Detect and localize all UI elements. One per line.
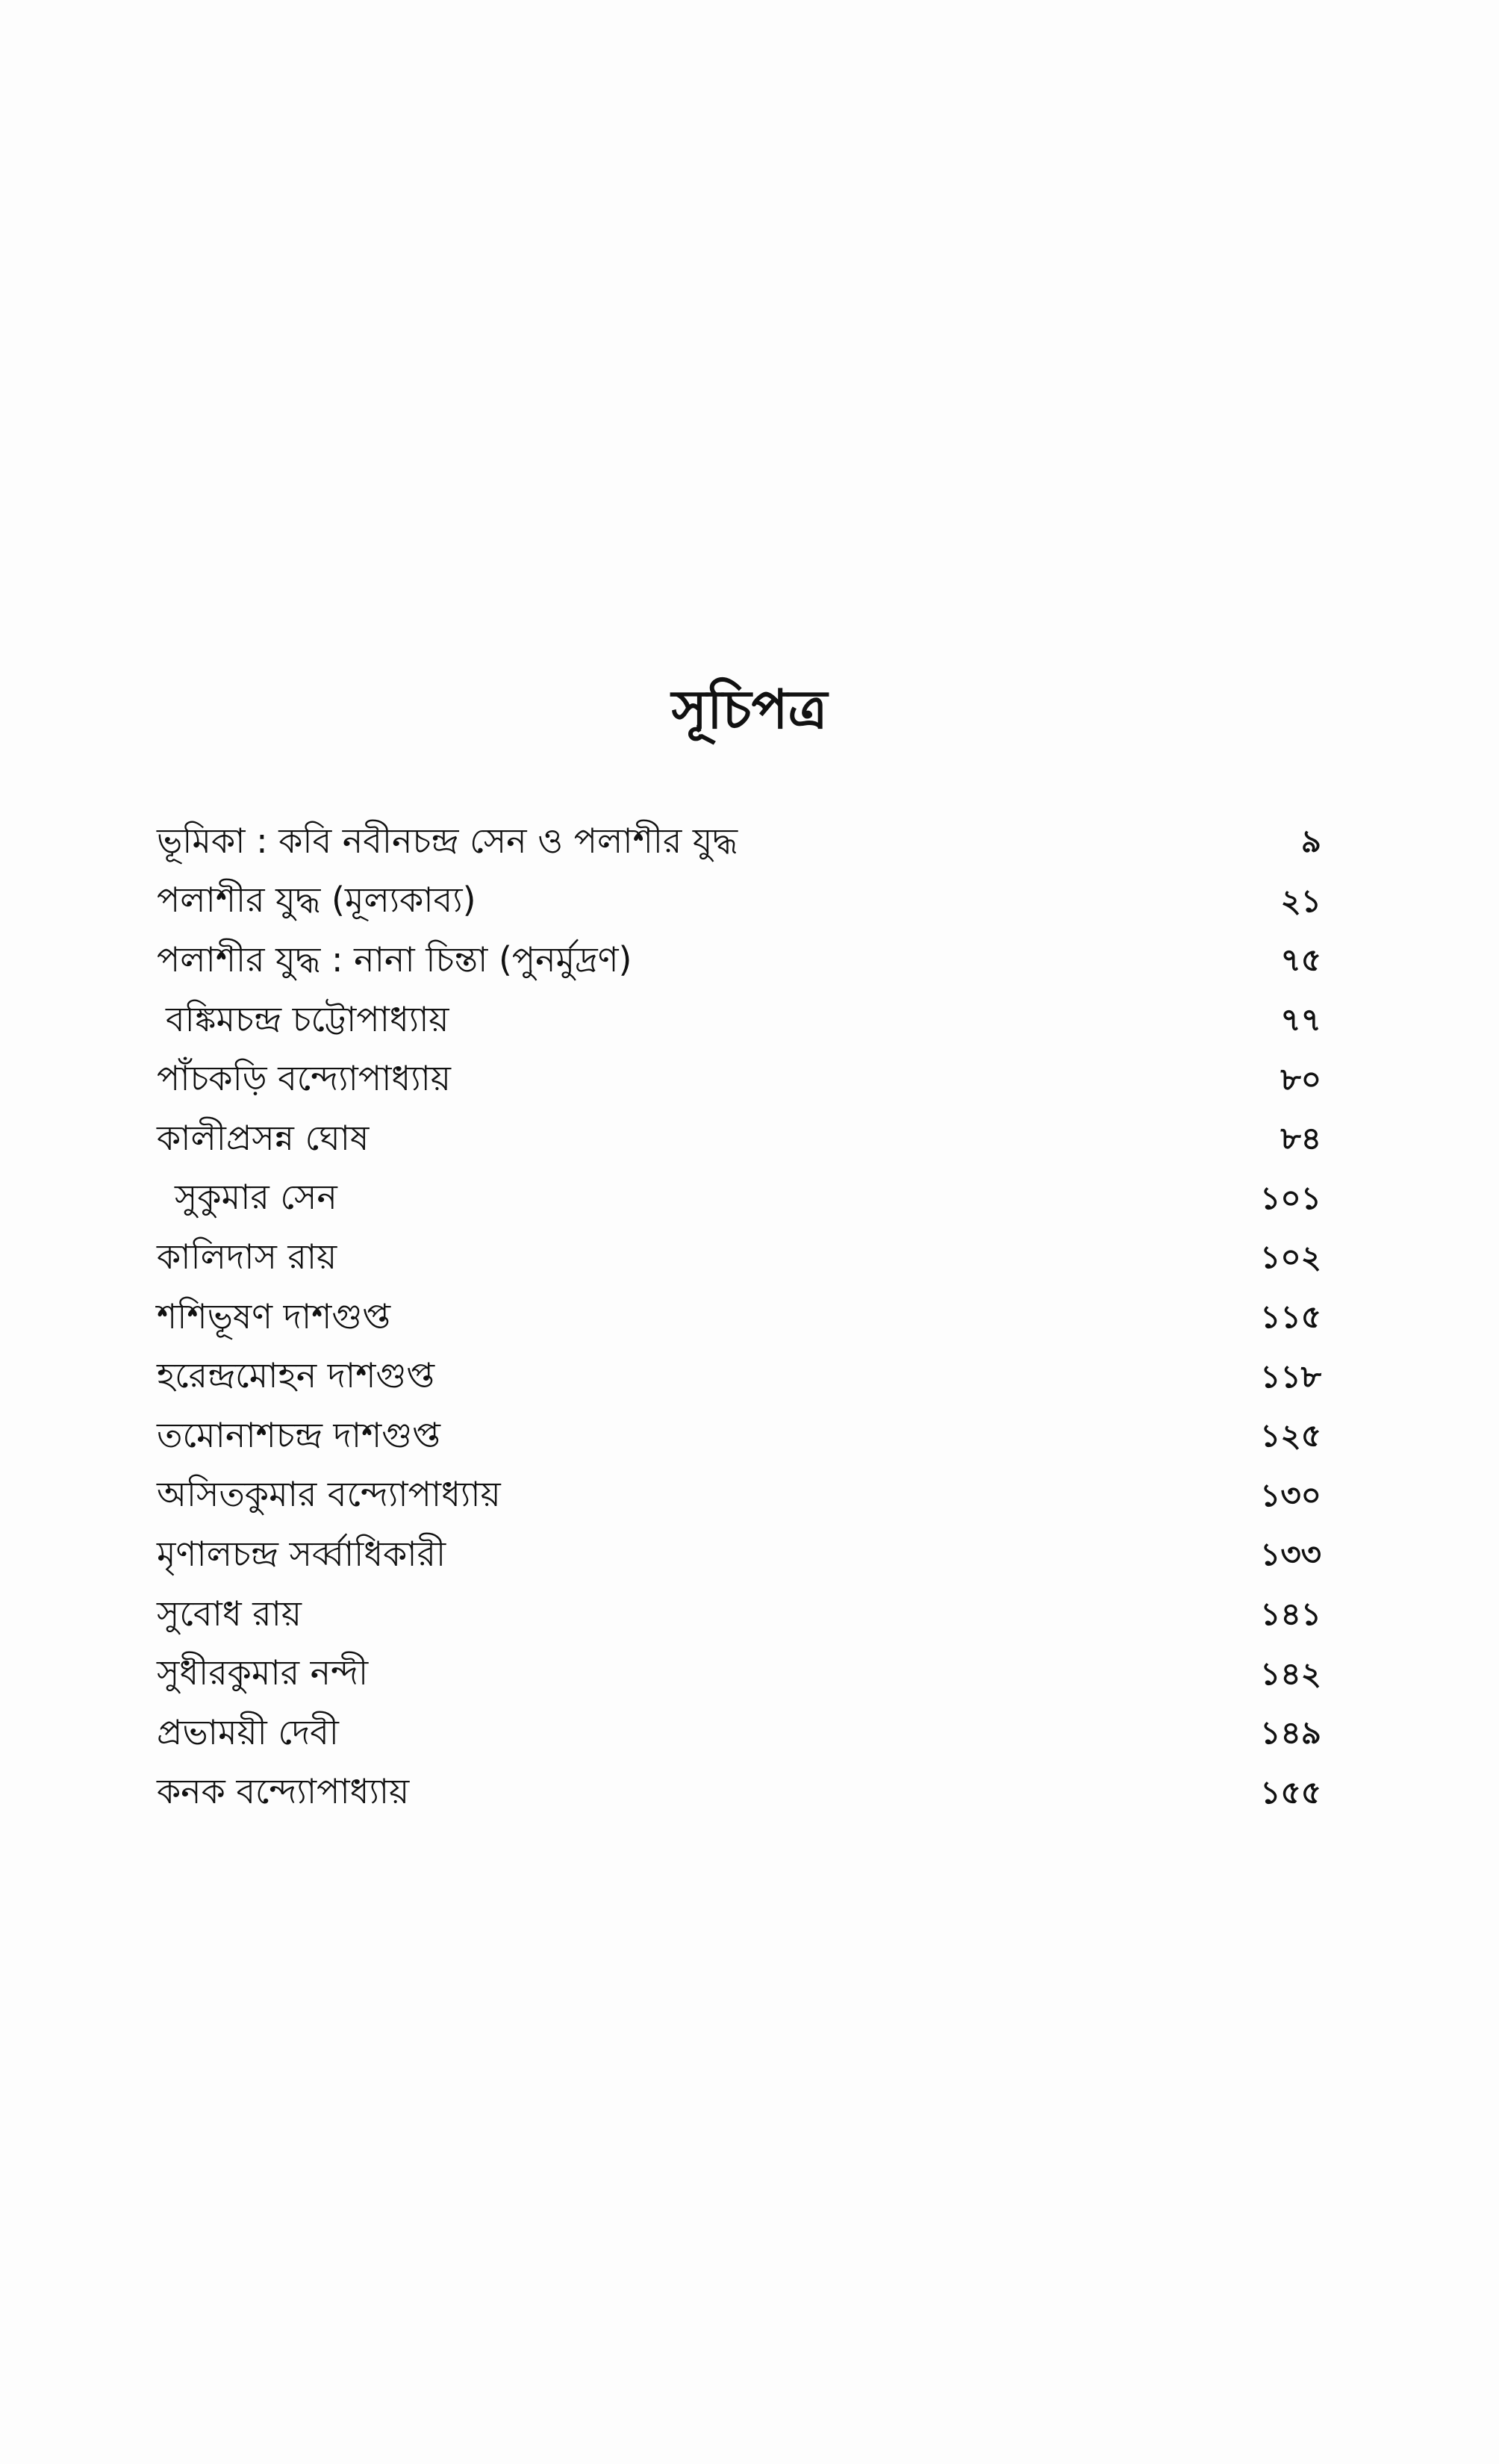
toc-entry — [157, 1171, 1321, 1231]
toc-entry-title: সুকুমার সেন — [175, 1177, 337, 1218]
toc-entry-page: ৭৭ — [1280, 1001, 1321, 1039]
toc-entry-page: ১০১ — [1260, 1179, 1321, 1216]
toc-entry — [157, 1289, 1321, 1349]
toc-entry-title: ভূমিকা : কবি নবীনচন্দ্র সেন ও পলাশীর যুদ্ধ — [157, 820, 738, 861]
toc-entry-title: পলাশীর যুদ্ধ : নানা চিন্তা (পুনর্মুদ্রণ) — [157, 939, 632, 980]
toc-entry — [157, 1408, 1321, 1468]
toc-entry-title: সুবোধ রায় — [157, 1593, 302, 1634]
toc-entry-title: পলাশীর যুদ্ধ (মূল্যকাব্য) — [157, 880, 476, 921]
toc-entry-title: কনক বন্দ্যোপাধ্যায় — [157, 1771, 410, 1812]
toc-entry-page: ১৪১ — [1260, 1596, 1321, 1633]
table-of-contents — [157, 814, 1321, 1824]
toc-entry-title: মৃণালচন্দ্র সর্ব্বাধিকারী — [157, 1533, 446, 1574]
toc-entry-page: ১২৫ — [1260, 1417, 1321, 1455]
toc-entry-page: ১১৫ — [1260, 1298, 1321, 1336]
toc-entry-title: অসিতকুমার বন্দ্যোপাধ্যায় — [157, 1474, 501, 1515]
toc-entry — [157, 1527, 1321, 1587]
page-title: সূচিপত্র — [671, 678, 828, 741]
toc-entry-title: পাঁচকড়ি বন্দ্যোপাধ্যায় — [157, 1058, 451, 1099]
toc-entry-title: শশিভূষণ দাশগুপ্ত — [157, 1295, 390, 1337]
toc-entry-page: ৯ — [1300, 823, 1321, 860]
toc-entry-page: ৮০ — [1280, 1060, 1321, 1098]
toc-entry-page: ১১৮ — [1260, 1357, 1321, 1395]
toc-entry-page: ১৪৯ — [1260, 1714, 1321, 1752]
toc-entry — [157, 874, 1321, 933]
toc-entry-title: প্রভাময়ী দেবী — [157, 1711, 339, 1752]
toc-entry-page: ১০২ — [1260, 1239, 1321, 1276]
toc-entry — [157, 1051, 1321, 1111]
toc-entry — [157, 1111, 1321, 1171]
toc-entry-page: ৭৫ — [1280, 942, 1321, 979]
toc-entry — [157, 992, 1321, 1052]
toc-entry-page: ২১ — [1280, 882, 1321, 919]
toc-entry-page: ১৩০ — [1260, 1476, 1321, 1513]
toc-entry — [157, 933, 1321, 992]
toc-entry-page: ১৫৫ — [1260, 1773, 1321, 1811]
toc-entry-page: ১৪২ — [1260, 1655, 1321, 1692]
toc-entry-page: ৮৪ — [1280, 1120, 1321, 1157]
toc-entry — [157, 1765, 1321, 1825]
toc-entry — [157, 1230, 1321, 1289]
toc-entry — [157, 1646, 1321, 1705]
toc-entry-title: বঙ্কিমচন্দ্র চট্টোপাধ্যায় — [166, 998, 449, 1039]
toc-entry-title: কালিদাস রায় — [157, 1236, 337, 1277]
toc-entry — [157, 1587, 1321, 1646]
toc-entry-title: কালীপ্রসন্ন ঘোষ — [157, 1117, 370, 1158]
toc-entry — [157, 814, 1321, 874]
toc-entry — [157, 1348, 1321, 1408]
toc-entry-title: তমোনাশচন্দ্র দাশগুপ্ত — [157, 1414, 440, 1455]
toc-entry-title: সুধীরকুমার নন্দী — [157, 1652, 369, 1693]
toc-entry-page: ১৩৩ — [1260, 1536, 1321, 1573]
toc-entry — [157, 1705, 1321, 1765]
toc-entry — [157, 1468, 1321, 1528]
toc-entry-title: হরেন্দ্রমোহন দাশগুপ্ত — [157, 1355, 435, 1396]
